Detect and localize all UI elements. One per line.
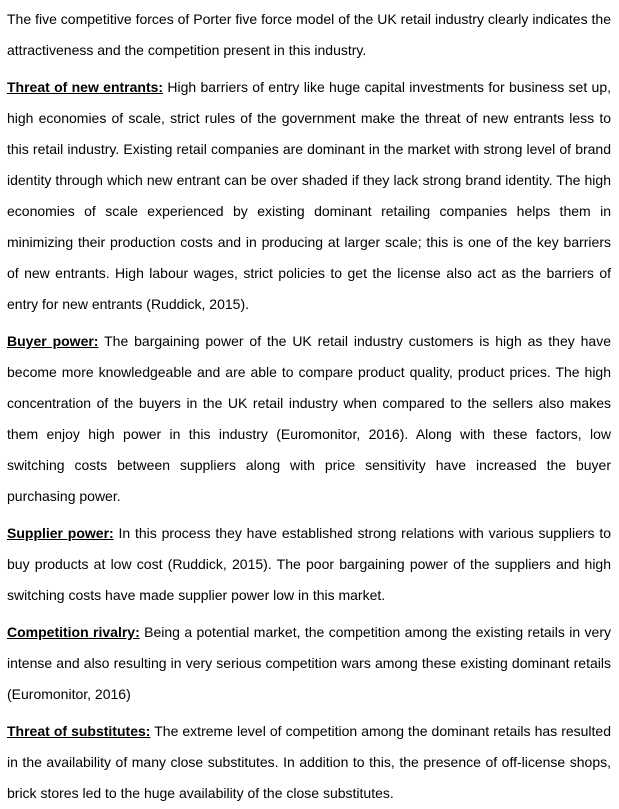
competition-rivalry-heading: Competition rivalry: <box>7 624 140 640</box>
threat-of-substitutes-paragraph <box>7 716 611 809</box>
threat-of-substitutes-heading: Threat of substitutes: <box>7 723 151 739</box>
buyer-power-heading: Buyer power: <box>7 333 99 349</box>
supplier-power-heading: Supplier power: <box>7 525 114 541</box>
intro-paragraph-text: The five competitive forces of Porter five force model of the UK retail industry clearly indicates the attractiveness and the competition present in this industry. <box>7 11 611 58</box>
buyer-power-text: The bargaining power of the UK retail industry customers is high as they have become more knowledgeable and are able to compare product quality, product prices. The high concentration of the buyers in the UK retail industry when compared to the sellers also makes them enjoy high power in this industry (Euromonitor, 2016). Along with these factors, low switching costs between suppliers along with price sensitivity have increased the buyer purchasing power. <box>7 333 611 504</box>
competition-rivalry-paragraph <box>7 617 611 710</box>
competition-rivalry-text: Being a potential market, the competition among the existing retails in very intense and also resulting in very serious competition wars among these existing dominant retails (Euromonitor, 2016) <box>7 624 611 702</box>
supplier-power-text: In this process they have established strong relations with various suppliers to buy products at low cost (Ruddick, 2015). The poor bargaining power of the suppliers and high switching costs have made supplier power low in this market. <box>7 525 611 603</box>
intro-paragraph <box>7 4 611 66</box>
threat-of-substitutes-text: The extreme level of competition among the dominant retails has resulted in the availability of many close substitutes. In addition to this, the presence of off-license shops, brick stores led to the huge availability of the close substitutes. <box>7 723 612 801</box>
buyer-power-paragraph <box>7 326 611 512</box>
threat-of-new-entrants-heading: Threat of new entrants: <box>7 79 164 95</box>
threat-of-new-entrants-paragraph <box>7 72 611 320</box>
supplier-power-paragraph <box>7 518 611 611</box>
threat-of-new-entrants-text: High barriers of entry like huge capital investments for business set up, high economies of scale, strict rules of the government make the threat of new entrants less to this retail industry. Existing retail companies are dominant in the market with strong level of brand identity through which new entrant can be over shaded if they lack strong brand identity. The high economies of scale experienced by existing dominant retailing companies helps them in minimizing their production costs and in producing at larger scale; this is one of the key barriers of new entrants. High labour wages, strict policies to get the license also act as the barriers of entry for new entrants (Ruddick, 2015). <box>7 79 611 312</box>
